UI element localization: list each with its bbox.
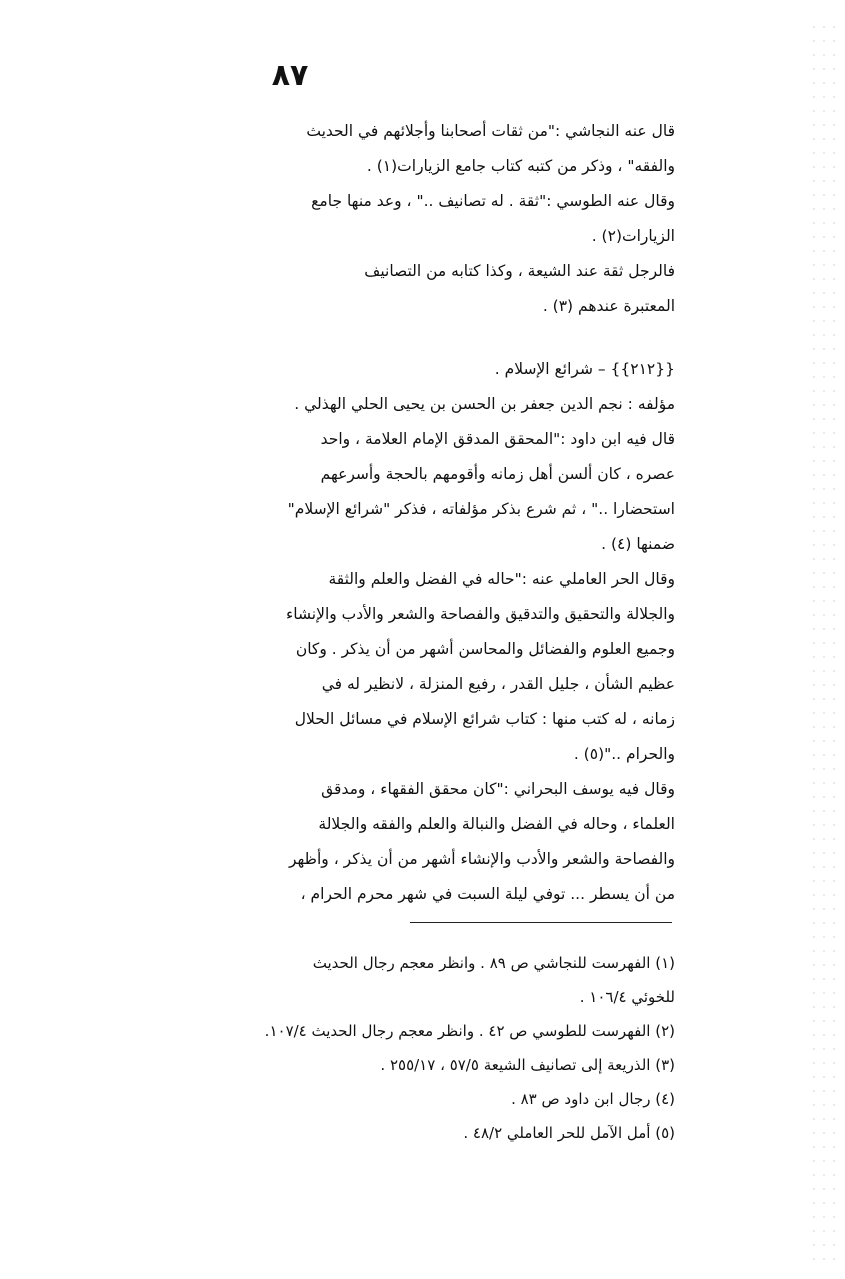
page-number: ٨٧: [271, 58, 309, 93]
text-line: وقال فيه يوسف البحراني :"كان محقق الفقهاء ، ومدقق: [321, 780, 675, 798]
entry-text: [100, 352, 675, 912]
text-line: المعتبرة عندهم (٣) .: [542, 297, 675, 315]
text-line: استحضارا .." ، ثم شرع بذكر مؤلفاته ، فذكر "شرائع الإسلام": [287, 500, 675, 518]
footnote-line: (٤) رجال ابن داود ص ٨٣ .: [511, 1090, 675, 1108]
footnote-divider: [410, 922, 672, 923]
main-text: [100, 114, 675, 324]
text-line: العلماء ، وحاله في الفضل والنبالة والعلم والفقه والجلالة: [318, 815, 675, 833]
text-line: ضمنها (٤) .: [601, 535, 675, 553]
text-line: زمانه ، له كتب منها : كتاب شرائع الإسلام في مسائل الحلال: [294, 710, 675, 728]
footnote-line: (٥) أمل الآمل للحر العاملي ٤٨/٢ .: [463, 1124, 675, 1142]
text-line: والفقه" ، وذكر من كتبه كتاب جامع الزيارات(١) .: [366, 157, 675, 175]
footnotes: [100, 946, 675, 1150]
text-line: والحرام .."(٥) .: [573, 745, 675, 763]
text-line: فالرجل ثقة عند الشيعة ، وكذا كتابه من التصانيف: [364, 262, 675, 280]
text-line: الزيارات(٢) .: [591, 227, 675, 245]
text-line: وجميع العلوم والفضائل والمحاسن أشهر من أن يذكر . وكان: [295, 640, 675, 658]
text-line: والفصاحة والشعر والأدب والإنشاء أشهر من أن يذكر ، وأظهر: [288, 850, 675, 868]
margin-scan-artifact: [809, 20, 839, 1260]
text-line: وقال الحر العاملي عنه :"حاله في الفضل والعلم والثقة: [328, 570, 675, 588]
footnote-line: (٢) الفهرست للطوسي ص ٤٢ . وانظر معجم رجال الحديث ١٠٧/٤.: [264, 1022, 675, 1040]
text-line: مؤلفه : نجم الدين جعفر بن الحسن بن يحيى الحلي الهذلي .: [294, 395, 675, 413]
footnote-line: (٣) الذريعة إلى تصانيف الشيعة ٥٧/٥ ، ٢٥٥/١٧ .: [380, 1056, 675, 1074]
text-line: قال فيه ابن داود :"المحقق المدقق الإمام العلامة ، واحد: [320, 430, 675, 448]
footnote-line: (١) الفهرست للنجاشي ص ٨٩ . وانظر معجم رجال الحديث: [312, 954, 675, 972]
text-line: قال عنه النجاشي :"من ثقات أصحابنا وأجلائهم في الحديث: [306, 122, 675, 140]
text-line: والجلالة والتحقيق والتدقيق والفصاحة والشعر والأدب والإنشاء: [285, 605, 675, 623]
text-line: عصره ، كان ألسن أهل زمانه وأقومهم بالحجة وأسرعهم: [320, 465, 675, 483]
entry-heading: {{٢١٢}} – شرائع الإسلام .: [494, 360, 675, 378]
text-line: من أن يسطر ... توفي ليلة السبت في شهر محرم الحرام ،: [300, 885, 675, 903]
footnote-line: للخوئي ١٠٦/٤ .: [579, 988, 675, 1006]
text-line: وقال عنه الطوسي :"ثقة . له تصانيف .." ، وعد منها جامع: [311, 192, 675, 210]
text-line: عظيم الشأن ، جليل القدر ، رفيع المنزلة ، لانظير له في: [321, 675, 675, 693]
